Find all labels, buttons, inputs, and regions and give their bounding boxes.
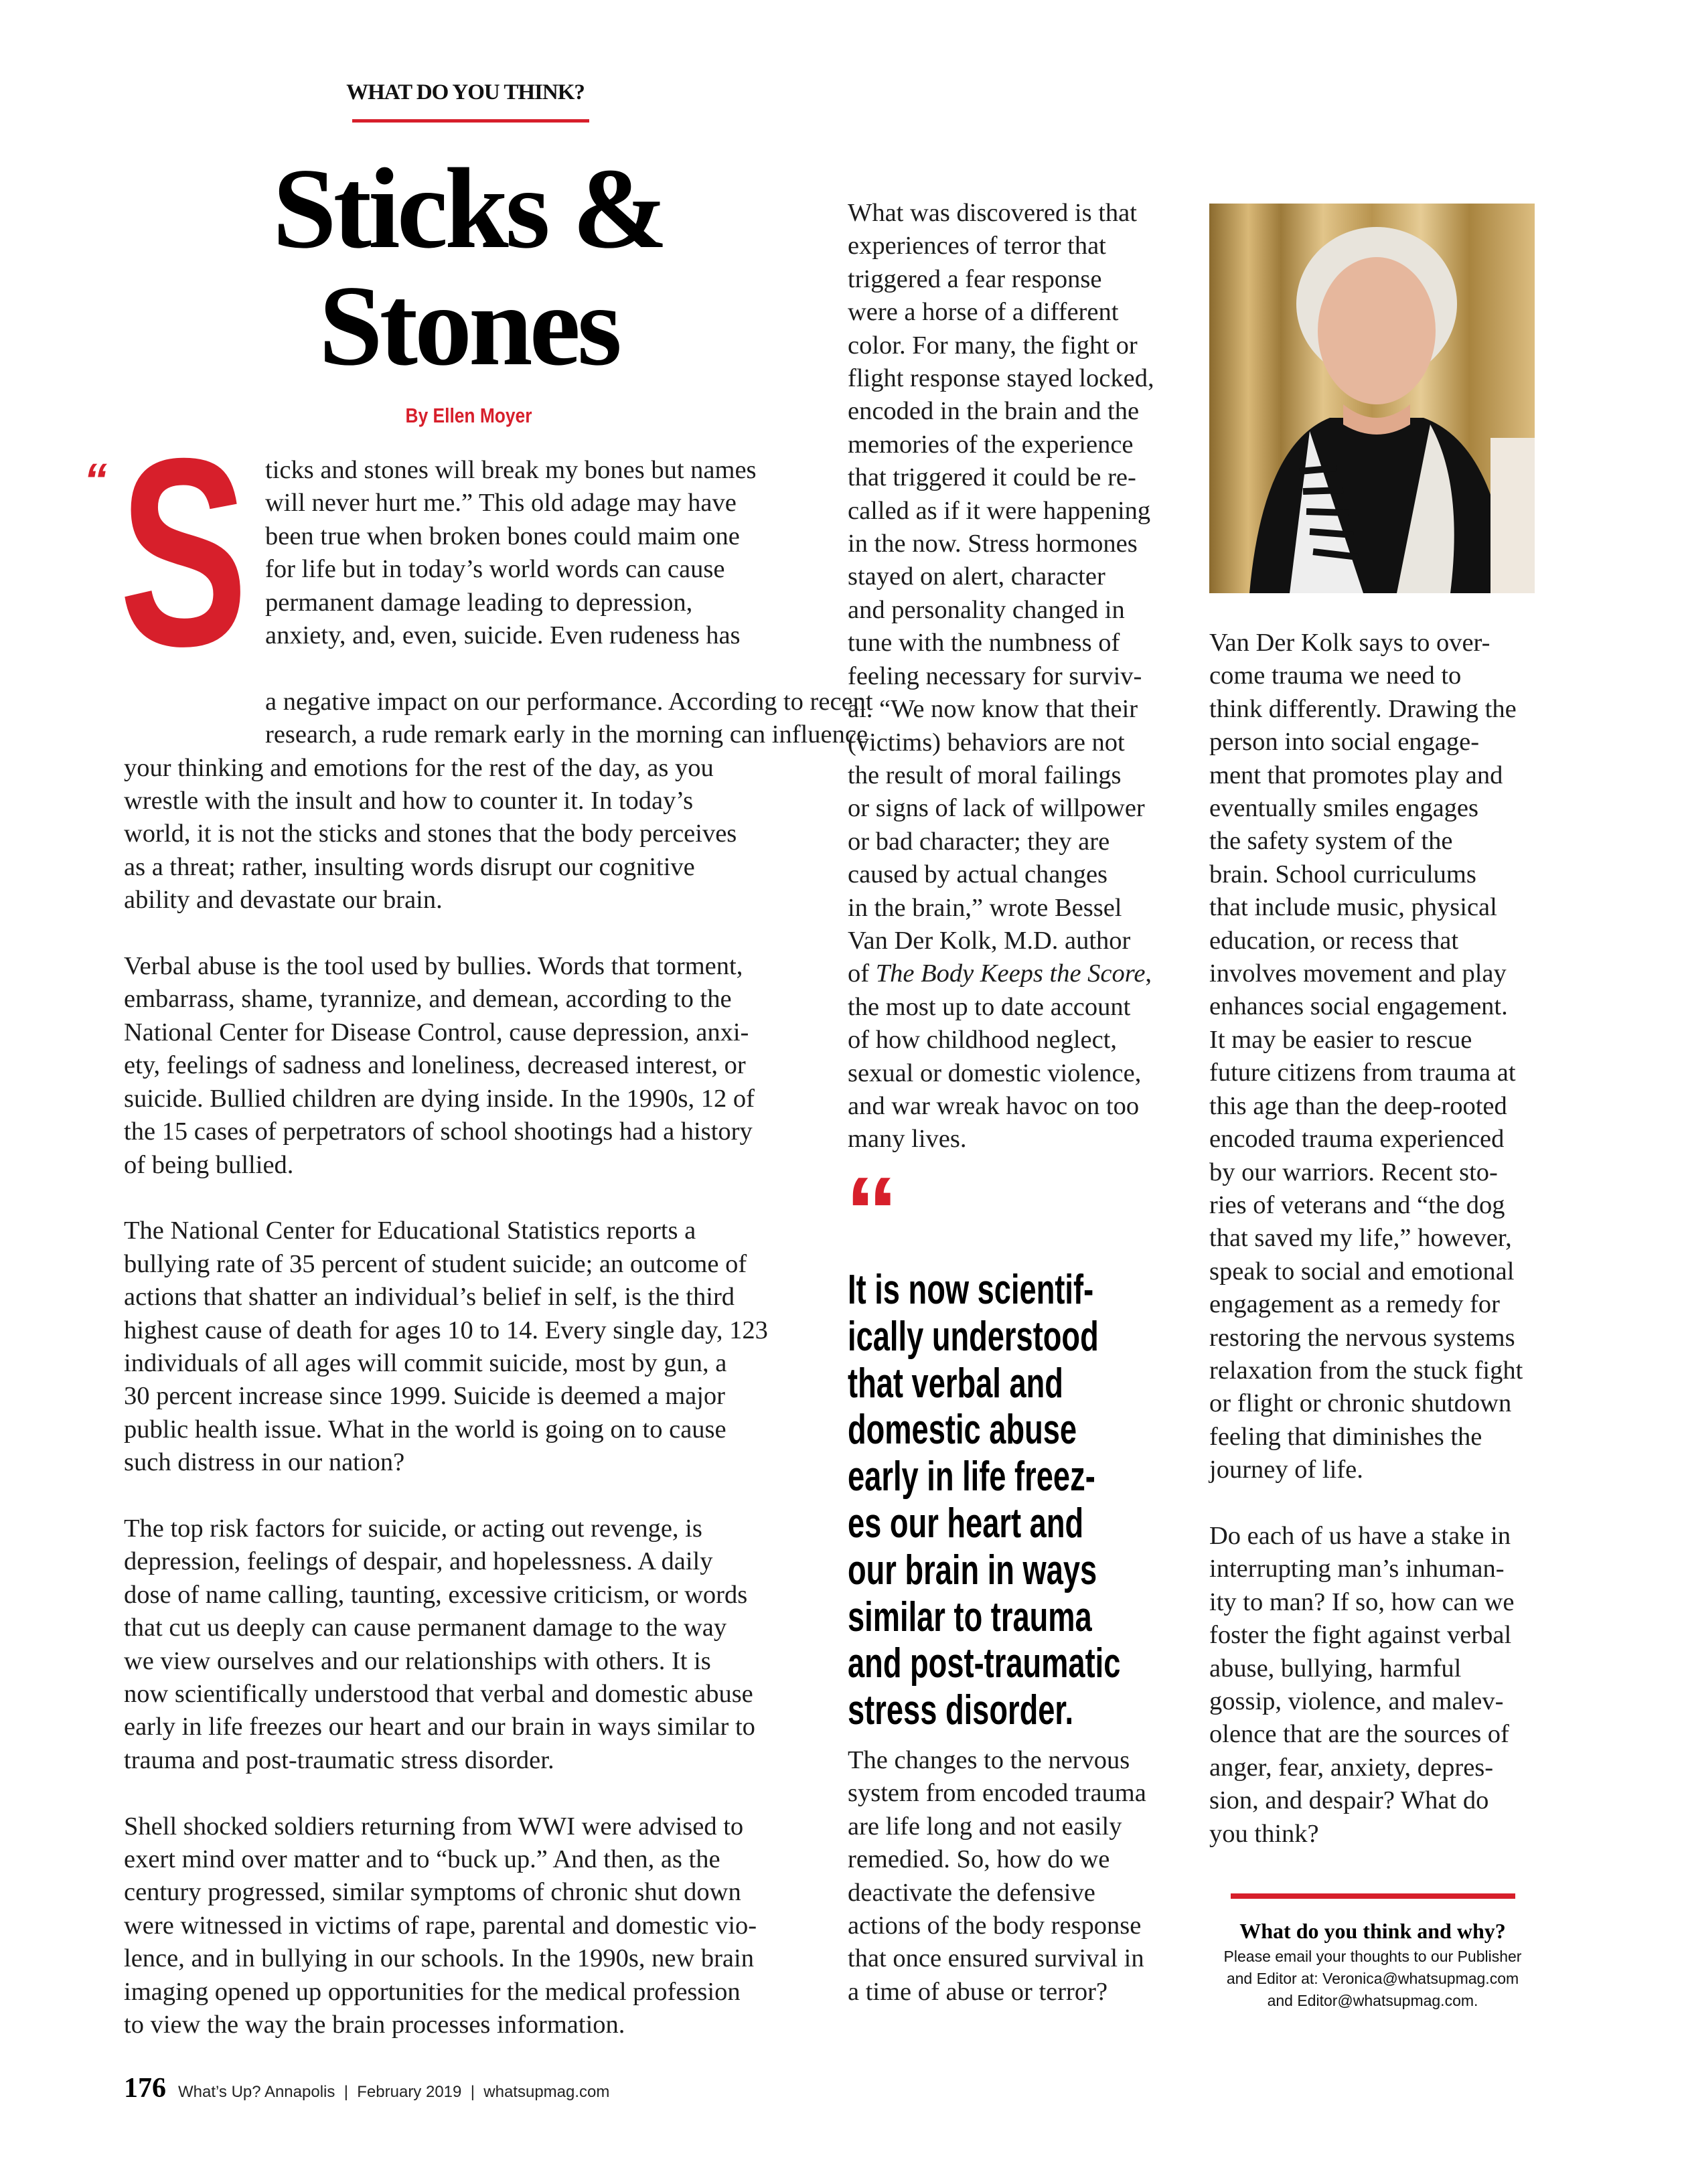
text-line: es our heart and bbox=[848, 1500, 1084, 1547]
paragraph bbox=[1209, 627, 1544, 1487]
text-line: experiences of terror that bbox=[848, 232, 1106, 260]
title-line-2: Stones bbox=[319, 262, 619, 390]
title-line-1: Sticks & bbox=[273, 145, 665, 272]
text-line: person into social engage- bbox=[1209, 728, 1480, 757]
column-2 bbox=[848, 197, 1182, 1156]
text-line: or signs of lack of willpower bbox=[848, 794, 1145, 823]
article-title bbox=[201, 145, 737, 390]
text-line: feeling necessary for surviv- bbox=[848, 661, 1142, 690]
text-line: (victims) behaviors are not bbox=[848, 728, 1125, 757]
text-line: trauma and post-traumatic stress disorder. bbox=[124, 1745, 554, 1774]
text-line: of how childhood neglect, bbox=[848, 1026, 1118, 1055]
text-line: century progressed, similar symptoms of chronic shut down bbox=[124, 1878, 741, 1907]
paragraph bbox=[848, 1744, 1182, 2009]
text-line: What was discovered is that bbox=[848, 199, 1137, 227]
text-line: public health issue. What in the world is going on to cause bbox=[124, 1415, 727, 1444]
paragraph bbox=[1209, 1520, 1544, 1851]
text-line: that saved my life,” however, bbox=[1209, 1224, 1512, 1253]
text-line: that triggered it could be re- bbox=[848, 463, 1136, 492]
cta-line: and Editor@whatsupmag.com. bbox=[1267, 1992, 1478, 2009]
text-line: bullying rate of 35 percent of student suicide; an outcome of bbox=[124, 1249, 747, 1278]
text-line: It is now scientif- bbox=[848, 1267, 1094, 1313]
text-line: dose of name calling, taunting, excessive criticism, or words bbox=[124, 1580, 748, 1609]
text-line: world, it is not the sticks and stones that the body perceives bbox=[124, 820, 737, 848]
text-line: ety, feelings of sadness and loneliness, decreased interest, or bbox=[124, 1051, 746, 1080]
text-line: wrestle with the insult and how to counter it. In today’s bbox=[124, 787, 694, 815]
text-line: to view the way the brain processes information. bbox=[124, 2011, 625, 2039]
text-line: Van Der Kolk says to over- bbox=[1209, 629, 1490, 657]
text-line: Do each of us have a stake in bbox=[1209, 1521, 1511, 1550]
text-line: The National Center for Educational Statistics reports a bbox=[124, 1217, 696, 1245]
text-line: come trauma we need to bbox=[1209, 661, 1462, 690]
text-line: feeling that diminishes the bbox=[1209, 1422, 1482, 1451]
text-line: ically understood bbox=[848, 1313, 1099, 1360]
page-footer bbox=[124, 2072, 609, 2104]
paragraph bbox=[124, 1512, 793, 1777]
text-line: such distress in our nation? bbox=[124, 1448, 405, 1477]
byline: By Ellen Moyer bbox=[405, 404, 532, 427]
text-line: that verbal and bbox=[848, 1360, 1063, 1407]
text-line: exert mind over matter and to “buck up.” And then, as the bbox=[124, 1845, 720, 1873]
text-line: stayed on alert, character bbox=[848, 562, 1105, 591]
text-line: ticks and stones will break my bones but names bbox=[265, 456, 757, 484]
text-line: or bad character; they are bbox=[848, 827, 1110, 856]
text-line: ability and devastate our brain. bbox=[124, 886, 443, 915]
text-line: our brain in ways bbox=[848, 1547, 1097, 1593]
text-line: and post-traumatic bbox=[848, 1640, 1121, 1687]
text-line: 30 percent increase since 1999. Suicide is deemed a major bbox=[124, 1382, 726, 1411]
text-line: that once ensured survival in bbox=[848, 1944, 1144, 1973]
drop-cap: S bbox=[119, 402, 248, 702]
end-divider bbox=[1231, 1893, 1515, 1899]
text-line: and personality changed in bbox=[848, 595, 1125, 624]
text-line: anger, fear, anxiety, depres- bbox=[1209, 1753, 1494, 1782]
text-line: interrupting man’s inhuman- bbox=[1209, 1555, 1505, 1583]
text-line: highest cause of death for ages 10 to 14. Every single day, 123 bbox=[124, 1316, 768, 1344]
paragraph bbox=[124, 950, 793, 1182]
text-line: education, or recess that bbox=[1209, 926, 1459, 955]
text-line: color. For many, the fight or bbox=[848, 331, 1138, 360]
text-line: foster the fight against verbal bbox=[1209, 1621, 1512, 1650]
text-line: and war wreak havoc on too bbox=[848, 1091, 1140, 1120]
text-line: ity to man? If so, how can we bbox=[1209, 1587, 1515, 1616]
author-portrait-photo bbox=[1209, 204, 1535, 593]
text-line: will never hurt me.” This old adage may have bbox=[265, 489, 737, 518]
text-line: or flight or chronic shutdown bbox=[1209, 1389, 1512, 1418]
text-line: individuals of all ages will commit suicide, most by gun, a bbox=[124, 1348, 727, 1377]
call-to-action bbox=[1199, 1916, 1547, 2012]
text-line: research, a rude remark early in the morning can influence bbox=[265, 720, 868, 749]
text-line: anxiety, and, even, suicide. Even rudeness has bbox=[265, 621, 741, 650]
text-line: journey of life. bbox=[1209, 1456, 1363, 1484]
text-line: the result of moral failings bbox=[848, 761, 1122, 789]
text-line: early in life freez- bbox=[848, 1454, 1095, 1500]
text-line: Shell shocked soldiers returning from WWI were advised to bbox=[124, 1812, 744, 1841]
text-line: for life but in today’s world words can cause bbox=[265, 555, 725, 584]
text-line: that cut us deeply can cause permanent damage to the way bbox=[124, 1614, 727, 1642]
text-line: the safety system of the bbox=[1209, 827, 1453, 856]
text-line: olence that are the sources of bbox=[1209, 1720, 1509, 1749]
text-line: a time of abuse or terror? bbox=[848, 1977, 1108, 2006]
text-line: a negative impact on our performance. According to recent bbox=[265, 687, 873, 716]
text-line: ment that promotes play and bbox=[1209, 761, 1503, 789]
text-line: similar to trauma bbox=[848, 1593, 1092, 1640]
text-line: depression, feelings of despair, and hopelessness. A daily bbox=[124, 1547, 713, 1576]
text-line: sexual or domestic violence, bbox=[848, 1059, 1142, 1087]
text-line: now scientifically understood that verbal and domestic abuse bbox=[124, 1679, 753, 1708]
text-line: were a horse of a different bbox=[848, 298, 1119, 327]
book-title: The Body Keeps the Score bbox=[875, 959, 1146, 988]
text-line: by our warriors. Recent sto- bbox=[1209, 1158, 1498, 1186]
text-line: called as if it were happening bbox=[848, 496, 1151, 525]
text-line: many lives. bbox=[848, 1125, 967, 1154]
text-line: future citizens from trauma at bbox=[1209, 1059, 1516, 1087]
text-line: The top risk factors for suicide, or acting out revenge, is bbox=[124, 1514, 702, 1543]
text-line: actions of the body response bbox=[848, 1912, 1142, 1940]
text-line: imaging opened up opportunities for the medical profession bbox=[124, 1977, 741, 2006]
text-line: this age than the deep-rooted bbox=[1209, 1091, 1507, 1120]
text-line: encoded trauma experienced bbox=[1209, 1125, 1505, 1154]
text-line: involves movement and play bbox=[1209, 959, 1507, 988]
text-line: brain. School curriculums bbox=[1209, 860, 1476, 888]
pull-quote-mark: “ bbox=[845, 1157, 899, 1265]
text-line: domestic abuse bbox=[848, 1407, 1077, 1454]
text-line: we view ourselves and our relationships with others. It is bbox=[124, 1646, 711, 1675]
text-line: in the now. Stress hormones bbox=[848, 530, 1138, 558]
text-line: system from encoded trauma bbox=[848, 1779, 1146, 1808]
column-2-lower bbox=[848, 1744, 1182, 2009]
drop-quote-mark: “ bbox=[84, 454, 107, 506]
text-line: think differently. Drawing the bbox=[1209, 694, 1517, 723]
section-kicker: WHAT DO YOU THINK? bbox=[346, 80, 585, 104]
text-line: speak to social and emotional bbox=[1209, 1257, 1515, 1285]
text-line: engagement as a remedy for bbox=[1209, 1290, 1500, 1319]
page-number: 176 bbox=[124, 2073, 166, 2104]
paragraph bbox=[124, 454, 793, 652]
text-line: suicide. Bullied children are dying inside. In the 1990s, 12 of bbox=[124, 1084, 755, 1113]
text-line: sion, and despair? What do bbox=[1209, 1786, 1489, 1815]
text-line: in the brain,” wrote Bessel bbox=[848, 893, 1122, 922]
text-line: you think? bbox=[1209, 1819, 1319, 1848]
text-line: are life long and not easily bbox=[848, 1812, 1122, 1841]
paragraph bbox=[124, 686, 873, 917]
text-line: Verbal abuse is the tool used by bullies. Words that torment, bbox=[124, 952, 743, 981]
column-3 bbox=[1209, 627, 1544, 1851]
text-line: flight response stayed locked, bbox=[848, 364, 1154, 393]
text-line: early in life freezes our heart and our brain in ways similar to bbox=[124, 1713, 755, 1741]
text-line: enhances social engagement. bbox=[1209, 992, 1508, 1021]
paragraph bbox=[124, 1215, 793, 1479]
column-1 bbox=[124, 454, 873, 2041]
text-line: been true when broken bones could maim one bbox=[265, 522, 740, 550]
text-line: your thinking and emotions for the rest of the day, as you bbox=[124, 753, 714, 782]
text-line: stress disorder. bbox=[848, 1687, 1074, 1734]
text-line: of being bullied. bbox=[124, 1150, 294, 1179]
text-line: ries of veterans and “the dog bbox=[1209, 1190, 1505, 1219]
text-line: deactivate the defensive bbox=[848, 1878, 1095, 1907]
text-line: lence, and in bullying in our schools. In the 1990s, new brain bbox=[124, 1944, 754, 1973]
text-line: abuse, bullying, harmful bbox=[1209, 1654, 1462, 1683]
text-line: eventually smiles engages bbox=[1209, 794, 1478, 823]
text-line: The changes to the nervous bbox=[848, 1746, 1130, 1774]
text-line: the most up to date account bbox=[848, 992, 1131, 1021]
text-line: triggered a fear response bbox=[848, 264, 1102, 293]
cta-title: What do you think and why? bbox=[1239, 1919, 1506, 1943]
text-line: tune with the numbness of bbox=[848, 629, 1120, 657]
text-line: the 15 cases of perpetrators of school shootings had a history bbox=[124, 1117, 753, 1146]
text-line: Van Der Kolk, M.D. author bbox=[848, 926, 1131, 955]
pull-quote bbox=[848, 1267, 1120, 1734]
kicker-divider bbox=[352, 119, 589, 123]
text-line: as a threat; rather, insulting words disrupt our cognitive bbox=[124, 852, 695, 881]
paragraph bbox=[124, 1810, 793, 2042]
text-line: relaxation from the stuck fight bbox=[1209, 1356, 1523, 1385]
text-line: that include music, physical bbox=[1209, 893, 1497, 922]
portrait-image bbox=[1209, 204, 1535, 593]
text-line: of The Body Keeps the Score, bbox=[848, 959, 1152, 988]
text-line: were witnessed in victims of rape, parental and domestic vio- bbox=[124, 1911, 757, 1940]
cta-line: and Editor at: Veronica@whatsupmag.com bbox=[1226, 1970, 1519, 1987]
footer-publication: What’s Up? Annapolis | February 2019 | whatsupmag.com bbox=[178, 2083, 610, 2101]
text-line: embarrass, shame, tyrannize, and demean, according to the bbox=[124, 985, 732, 1014]
cta-line: Please email your thoughts to our Publisher bbox=[1223, 1948, 1522, 1965]
paragraph bbox=[848, 197, 1182, 1156]
text-line: al. “We now know that their bbox=[848, 695, 1138, 724]
text-line: caused by actual changes bbox=[848, 860, 1108, 889]
text-line: National Center for Disease Control, cause depression, anxi- bbox=[124, 1018, 749, 1046]
text-line: encoded in the brain and the bbox=[848, 397, 1140, 426]
text-line: remedied. So, how do we bbox=[848, 1845, 1110, 1874]
text-line: restoring the nervous systems bbox=[1209, 1323, 1515, 1352]
text-line: memories of the experience bbox=[848, 430, 1134, 459]
text-line: actions that shatter an individual’s belief in self, is the third bbox=[124, 1283, 735, 1312]
text-line: It may be easier to rescue bbox=[1209, 1025, 1472, 1054]
text-line: gossip, violence, and malev- bbox=[1209, 1687, 1504, 1715]
text-line: permanent damage leading to depression, bbox=[265, 588, 693, 617]
